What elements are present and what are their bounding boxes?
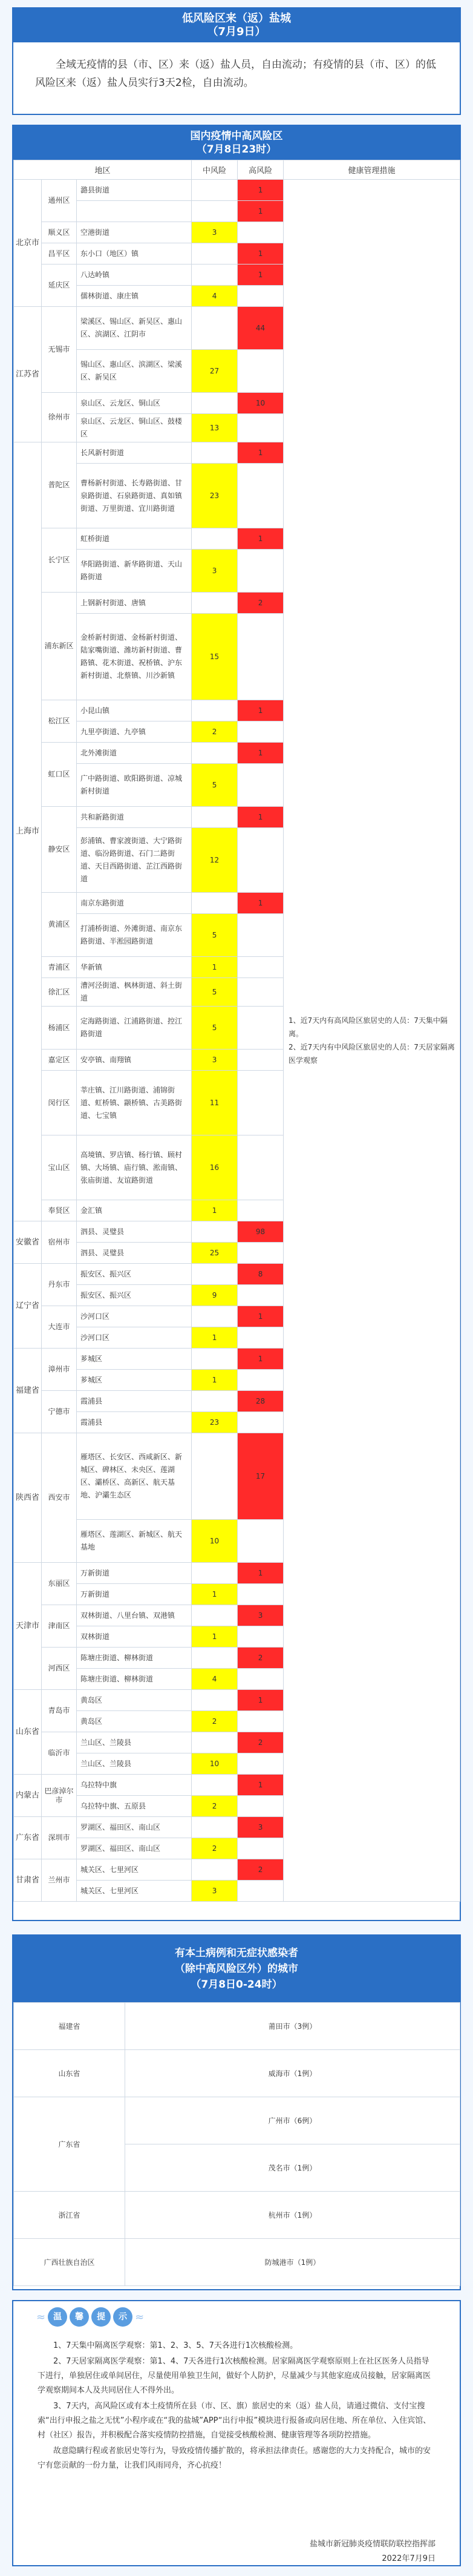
mid-risk-count xyxy=(192,264,238,286)
health-measure-note: 1、近7天内有高风险区旅居史的人员：7天集中隔离。 2、近7天内有中风险区旅居史的人员：7天居家隔离医学观察 xyxy=(284,180,460,1902)
high-risk-count xyxy=(238,1669,284,1690)
case-city-cell: 防城港市（1例） xyxy=(125,2239,460,2286)
district-cell: 梁溪区、锡山区、新吴区、惠山区、滨湖区、江阴市 xyxy=(77,307,192,350)
mid-risk-count: 1 xyxy=(192,1584,238,1605)
district-cell: 金桥新村街道、金杨新村街道、陆家嘴街道、潍坊新村街道、曹路镇、花木街道、祝桥镇、沪东新村街道、北蔡镇、川沙新镇 xyxy=(77,614,192,700)
high-risk-count xyxy=(238,550,284,593)
district-cell: 锡山区、惠山区、滨湖区、梁溪区、新吴区 xyxy=(77,350,192,393)
city-cell: 宿州市 xyxy=(42,1221,77,1264)
district-cell: 安亭镇、南翔镇 xyxy=(77,1050,192,1071)
header-area: 地区 xyxy=(14,160,192,180)
header-mid: 中风险 xyxy=(192,160,238,180)
mid-risk-count: 5 xyxy=(192,978,238,1007)
district-cell: 黄岛区 xyxy=(77,1690,192,1711)
high-risk-count: 2 xyxy=(238,1648,284,1669)
district-cell: 八达岭镇 xyxy=(77,264,192,286)
district-cell: 华阳路街道、新华路街道、天山路街道 xyxy=(77,550,192,593)
city-cell: 静安区 xyxy=(42,807,77,893)
mid-risk-count xyxy=(192,1732,238,1753)
case-cities-header xyxy=(13,1936,460,2002)
city-cell: 东丽区 xyxy=(42,1563,77,1605)
high-risk-count: 2 xyxy=(238,593,284,614)
header-measure: 健康管理措施 xyxy=(284,160,460,180)
district-cell: 陈塘庄街道、柳林街道 xyxy=(77,1648,192,1669)
risk-area-header xyxy=(13,126,460,160)
tip-paragraph: 1、7天集中隔离医学观察：第1、2、3、5、7天各进行1次核酸检测。 xyxy=(53,2341,298,2350)
high-risk-count: 10 xyxy=(238,393,284,414)
tip-paragraph: 3、7天内，高风险区或有本土疫情所在县（市、区、旗）旅居史的来（返）盐人员，请通过微信、支付宝搜索“出行申报之盐之无忧”小程序或在“我的盐城”APP“出行申报”模块进行报备或向居住地、所在单位、入住宾馆、村（社区）报告，并积极配合落实疫情防控措施，自觉接受核酸检测、健康管理等各项防控措施。 xyxy=(38,2402,431,2440)
mid-risk-count: 23 xyxy=(192,464,238,528)
mid-risk-count: 1 xyxy=(192,1370,238,1391)
tips-body xyxy=(38,2339,437,2474)
district-cell: 罗湖区、福田区、南山区 xyxy=(77,1817,192,1838)
district-cell: 振安区、振兴区 xyxy=(77,1285,192,1306)
district-cell: 虹桥街道 xyxy=(77,528,192,550)
high-risk-count xyxy=(238,1520,284,1563)
mid-risk-count xyxy=(192,1391,238,1412)
city-cell: 通州区 xyxy=(42,180,77,222)
mid-risk-count xyxy=(192,1859,238,1881)
high-risk-count xyxy=(238,1135,284,1200)
mid-risk-count xyxy=(192,1775,238,1796)
mid-risk-count xyxy=(192,307,238,350)
high-risk-count: 1 xyxy=(238,743,284,764)
high-risk-count xyxy=(238,764,284,807)
city-cell: 西安市 xyxy=(42,1433,77,1563)
mid-risk-count xyxy=(192,1690,238,1711)
high-risk-count xyxy=(238,1753,284,1775)
city-cell: 昌平区 xyxy=(42,243,77,264)
high-risk-count xyxy=(238,1626,284,1648)
city-cell: 闵行区 xyxy=(42,1071,77,1135)
city-cell: 长宁区 xyxy=(42,528,77,593)
tip-paragraph: 故意隐瞒行程或者旅居史等行为，导致疫情传播扩散的，将承担法律责任。感谢您的大力支持配合，城市的安宁有您贡献的一份力量，让我们风雨同舟，齐心抗疫！ xyxy=(38,2446,431,2470)
district-cell: 沙河口区 xyxy=(77,1306,192,1327)
city-cell: 津南区 xyxy=(42,1605,77,1648)
case-city-cell: 广州市（6例） xyxy=(125,2097,460,2144)
case-province-cell: 广东省 xyxy=(14,2097,125,2192)
high-risk-count: 1 xyxy=(238,201,284,222)
high-risk-count: 1 xyxy=(238,180,284,201)
high-risk-count: 44 xyxy=(238,307,284,350)
district-cell: 泗县、灵璧县 xyxy=(77,1221,192,1243)
tips-char: 馨 xyxy=(70,2307,89,2327)
city-cell: 巴彦淖尔市 xyxy=(42,1775,77,1817)
high-risk-count: 1 xyxy=(238,1306,284,1327)
case-city-cell: 莆田市（3例） xyxy=(125,2003,460,2050)
province-cell: 内蒙古 xyxy=(14,1775,42,1817)
issuer: 盐城市新冠肺炎疫情联防联控指挥部 xyxy=(309,2540,435,2549)
mid-risk-count: 2 xyxy=(192,1796,238,1817)
city-cell: 黄浦区 xyxy=(42,893,77,957)
mid-risk-count: 4 xyxy=(192,286,238,307)
district-cell: 漕河泾街道、枫林街道、斜土街道 xyxy=(77,978,192,1007)
city-cell: 漳州市 xyxy=(42,1349,77,1391)
district-cell: 霞浦县 xyxy=(77,1412,192,1433)
district-cell: 双林街道 xyxy=(77,1626,192,1648)
district-cell: 振安区、振兴区 xyxy=(77,1264,192,1285)
mid-risk-count: 3 xyxy=(192,1050,238,1071)
district-cell: 北外滩街道 xyxy=(77,743,192,764)
district-cell: 雁塔区、长安区、西咸新区、新城区、碑林区、未央区、莲湖区、灞桥区、高新区、航天基地、沪灞生态区 xyxy=(77,1433,192,1520)
case-cities-title-1: 有本土病例和无症状感染者 xyxy=(175,1947,298,1959)
case-city-row xyxy=(14,2050,460,2097)
city-cell: 青浦区 xyxy=(42,957,77,978)
low-risk-date: （7月9日） xyxy=(207,25,266,38)
district-cell: 共和新路街道 xyxy=(77,807,192,828)
tip-paragraph: 2、7天居家隔离医学观察：第1、4、7天各进行1次核酸检测。居家隔离医学观察原则上在社区医务人员指导下进行，单独居住或单间居住，尽量使用单独卫生间，做好个人防护，尽量减少与其他家庭成员接触，居家隔离医学观察期间本人及共同居住人不得外出。 xyxy=(38,2357,431,2395)
high-risk-count: 8 xyxy=(238,1264,284,1285)
high-risk-count: 1 xyxy=(238,1775,284,1796)
high-risk-count xyxy=(238,978,284,1007)
province-cell: 上海市 xyxy=(14,442,42,1221)
district-cell: 霞浦县 xyxy=(77,1391,192,1412)
district-cell: 空港街道 xyxy=(77,222,192,243)
mid-risk-count: 5 xyxy=(192,764,238,807)
city-cell: 延庆区 xyxy=(42,264,77,307)
district-cell: 东小口（地区）镇 xyxy=(77,243,192,264)
high-risk-count: 1 xyxy=(238,264,284,286)
province-cell: 北京市 xyxy=(14,180,42,307)
high-risk-count xyxy=(238,1007,284,1050)
city-cell: 兰州市 xyxy=(42,1859,77,1902)
district-cell: 南京东路街道 xyxy=(77,893,192,914)
high-risk-count: 1 xyxy=(238,893,284,914)
high-risk-count: 1 xyxy=(238,442,284,464)
district-cell: 泉山区、云龙区、铜山区、鼓楼区 xyxy=(77,414,192,442)
case-province-cell: 广西壮族自治区 xyxy=(14,2239,125,2286)
district-cell: 泗县、灵璧县 xyxy=(77,1243,192,1264)
district-cell: 金汇镇 xyxy=(77,1200,192,1221)
district-cell: 乌拉特中旗 xyxy=(77,1775,192,1796)
mid-risk-count: 10 xyxy=(192,1520,238,1563)
mid-risk-count: 27 xyxy=(192,350,238,393)
city-cell: 松江区 xyxy=(42,700,77,743)
district-cell: 儒林街道、康庄镇 xyxy=(77,286,192,307)
mid-risk-count: 1 xyxy=(192,1626,238,1648)
mid-risk-count xyxy=(192,807,238,828)
case-province-cell: 浙江省 xyxy=(14,2192,125,2239)
district-cell: 长风新村街道 xyxy=(77,442,192,464)
district-cell: 定海路街道、江浦路街道、控江路街道 xyxy=(77,1007,192,1050)
case-province-cell: 山东省 xyxy=(14,2050,125,2097)
city-cell: 浦东新区 xyxy=(42,593,77,700)
province-cell: 辽宁省 xyxy=(14,1264,42,1349)
risk-area-card xyxy=(12,125,461,1921)
mid-risk-count: 1 xyxy=(192,957,238,978)
mid-risk-count: 11 xyxy=(192,1071,238,1135)
district-cell: 广中路街道、欧阳路街道、凉城新村街道 xyxy=(77,764,192,807)
high-risk-count xyxy=(238,1412,284,1433)
district-cell xyxy=(77,201,192,222)
mid-risk-count: 3 xyxy=(192,222,238,243)
high-risk-count: 1 xyxy=(238,243,284,264)
high-risk-count: 2 xyxy=(238,1859,284,1881)
city-cell: 杨浦区 xyxy=(42,1007,77,1050)
city-cell: 青岛市 xyxy=(42,1690,77,1732)
mid-risk-count: 23 xyxy=(192,1412,238,1433)
mid-risk-count xyxy=(192,180,238,201)
district-cell: 芗城区 xyxy=(77,1370,192,1391)
mid-risk-count: 2 xyxy=(192,721,238,743)
case-cities-title-3: （7月8日0-24时） xyxy=(191,1979,282,1991)
mid-risk-count xyxy=(192,700,238,721)
district-cell: 雁塔区、莲湖区、新城区、航天基地 xyxy=(77,1520,192,1563)
high-risk-count: 17 xyxy=(238,1433,284,1520)
city-cell: 临沂市 xyxy=(42,1732,77,1775)
risk-area-date: （7月8日23时） xyxy=(196,143,277,156)
case-city-row xyxy=(14,2192,460,2239)
district-cell: 沙河口区 xyxy=(77,1327,192,1349)
mid-risk-count xyxy=(192,743,238,764)
high-risk-count xyxy=(238,914,284,957)
mid-risk-count xyxy=(192,1817,238,1838)
high-risk-count xyxy=(238,414,284,442)
mid-risk-count: 3 xyxy=(192,550,238,593)
high-risk-count: 1 xyxy=(238,807,284,828)
low-risk-text: 全域无疫情的县（市、区）来（返）盐人员，自由流动；有疫情的县（市、区）的低风险区来（返）盐人员实行3天2检，自由流动。 xyxy=(35,59,436,89)
mid-risk-count xyxy=(192,1349,238,1370)
wave-icon: ≈ xyxy=(36,2310,46,2324)
district-cell: 小昆山镇 xyxy=(77,700,192,721)
high-risk-count xyxy=(238,721,284,743)
province-cell: 山东省 xyxy=(14,1690,42,1775)
high-risk-count: 1 xyxy=(238,1563,284,1584)
mid-risk-count xyxy=(192,1563,238,1584)
mid-risk-count xyxy=(192,1648,238,1669)
case-city-row xyxy=(14,2239,460,2286)
city-cell: 普陀区 xyxy=(42,442,77,528)
case-cities-card xyxy=(12,1934,461,2290)
mid-risk-count: 12 xyxy=(192,828,238,893)
case-city-row xyxy=(14,2097,460,2144)
district-cell: 华新镇 xyxy=(77,957,192,978)
mid-risk-count: 10 xyxy=(192,1753,238,1775)
case-city-row xyxy=(14,2003,460,2050)
mid-risk-count: 1 xyxy=(192,1200,238,1221)
district-cell: 兰山区、兰陵县 xyxy=(77,1732,192,1753)
case-city-cell: 威海市（1例） xyxy=(125,2050,460,2097)
district-cell: 城关区、七里河区 xyxy=(77,1881,192,1902)
mid-risk-count xyxy=(192,893,238,914)
high-risk-count xyxy=(238,1838,284,1859)
high-risk-count: 3 xyxy=(238,1817,284,1838)
district-cell: 潞县街道 xyxy=(77,180,192,201)
province-cell: 天津市 xyxy=(14,1563,42,1690)
high-risk-count xyxy=(238,1327,284,1349)
district-cell: 双林街道、八里台镇、双港镇 xyxy=(77,1605,192,1626)
city-cell: 无锡市 xyxy=(42,307,77,393)
district-cell: 黄岛区 xyxy=(77,1711,192,1732)
mid-risk-count: 16 xyxy=(192,1135,238,1200)
high-risk-count: 3 xyxy=(238,1605,284,1626)
district-cell: 陈塘庄街道、柳林街道 xyxy=(77,1669,192,1690)
district-cell: 高境镇、罗店镇、杨行镇、顾村镇、大场镇、庙行镇、淞南镇、张庙街道、友谊路街道 xyxy=(77,1135,192,1200)
city-cell: 顺义区 xyxy=(42,222,77,243)
district-cell: 兰山区、兰陵县 xyxy=(77,1753,192,1775)
mid-risk-count xyxy=(192,1605,238,1626)
mid-risk-count: 5 xyxy=(192,914,238,957)
case-city-cell: 茂名市（1例） xyxy=(125,2144,460,2192)
city-cell: 宝山区 xyxy=(42,1135,77,1200)
province-cell: 安徽省 xyxy=(14,1221,42,1264)
mid-risk-count xyxy=(192,593,238,614)
mid-risk-count xyxy=(192,1433,238,1520)
district-cell: 罗湖区、福田区、南山区 xyxy=(77,1838,192,1859)
mid-risk-count: 5 xyxy=(192,1007,238,1050)
high-risk-count xyxy=(238,464,284,528)
province-cell: 广东省 xyxy=(14,1817,42,1859)
mid-risk-count: 1 xyxy=(192,1327,238,1349)
low-risk-header xyxy=(13,8,460,42)
high-risk-count: 98 xyxy=(238,1221,284,1243)
high-risk-count xyxy=(238,1711,284,1732)
city-cell: 徐州市 xyxy=(42,393,77,442)
high-risk-count: 28 xyxy=(238,1391,284,1412)
mid-risk-count xyxy=(192,243,238,264)
district-cell: 泉山区、云龙区、铜山区 xyxy=(77,393,192,414)
city-cell: 大连市 xyxy=(42,1306,77,1349)
mid-risk-count: 3 xyxy=(192,1881,238,1902)
high-risk-count xyxy=(238,1050,284,1071)
province-cell: 甘肃省 xyxy=(14,1859,42,1902)
high-risk-count xyxy=(238,1071,284,1135)
header-high: 高风险 xyxy=(238,160,284,180)
high-risk-count: 1 xyxy=(238,700,284,721)
mid-risk-count: 15 xyxy=(192,614,238,700)
high-risk-count xyxy=(238,1200,284,1221)
risk-area-table xyxy=(13,160,460,1902)
high-risk-count: 1 xyxy=(238,1349,284,1370)
mid-risk-count xyxy=(192,528,238,550)
district-cell: 城关区、七里河区 xyxy=(77,1859,192,1881)
mid-risk-count xyxy=(192,201,238,222)
case-cities-title-2: （除中高风险区外）的城市 xyxy=(175,1963,298,1975)
district-cell: 乌拉特中旗、五原县 xyxy=(77,1796,192,1817)
city-cell: 宁德市 xyxy=(42,1391,77,1433)
mid-risk-count: 25 xyxy=(192,1243,238,1264)
mid-risk-count xyxy=(192,393,238,414)
signature xyxy=(310,2537,435,2566)
mid-risk-count xyxy=(192,1221,238,1243)
city-cell: 河西区 xyxy=(42,1648,77,1690)
mid-risk-count: 2 xyxy=(192,1711,238,1732)
high-risk-count xyxy=(238,1243,284,1264)
mid-risk-count xyxy=(192,1264,238,1285)
high-risk-count xyxy=(238,828,284,893)
city-cell: 嘉定区 xyxy=(42,1050,77,1071)
district-cell: 莘庄镇、江川路街道、浦锦街道、虹桥镇、颛桥镇、古美路街道、七宝镇 xyxy=(77,1071,192,1135)
tips-heading xyxy=(36,2307,144,2327)
district-cell: 万新街道 xyxy=(77,1584,192,1605)
district-cell: 打浦桥街道、外滩街道、南京东路街道、半淞园路街道 xyxy=(77,914,192,957)
high-risk-count: 2 xyxy=(238,1732,284,1753)
case-province-cell: 福建省 xyxy=(14,2003,125,2050)
high-risk-count xyxy=(238,1370,284,1391)
case-cities-table xyxy=(13,2002,460,2286)
city-cell: 丹东市 xyxy=(42,1264,77,1306)
city-cell: 奉贤区 xyxy=(42,1200,77,1221)
province-cell: 江苏省 xyxy=(14,307,42,442)
district-cell: 彭浦镇、曹家渡街道、大宁路街道、临汾路街道、石门二路街道、天目西路街道、芷江西路街道 xyxy=(77,828,192,893)
high-risk-count xyxy=(238,614,284,700)
low-risk-title: 低风险区来（返）盐城 xyxy=(182,12,291,25)
tips-char: 示 xyxy=(113,2307,132,2327)
district-cell: 万新街道 xyxy=(77,1563,192,1584)
tips-char: 温 xyxy=(48,2307,67,2327)
low-risk-card xyxy=(12,7,461,115)
tips-char: 提 xyxy=(91,2307,111,2327)
city-cell: 虹口区 xyxy=(42,743,77,807)
high-risk-count xyxy=(238,222,284,243)
district-cell: 九里亭街道、九亭镇 xyxy=(77,721,192,743)
high-risk-count xyxy=(238,1796,284,1817)
case-city-cell: 杭州市（1例） xyxy=(125,2192,460,2239)
risk-area-title: 国内疫情中高风险区 xyxy=(190,130,283,142)
tips-card xyxy=(12,2300,461,2566)
risk-row xyxy=(14,180,460,201)
mid-risk-count: 2 xyxy=(192,1838,238,1859)
mid-risk-count xyxy=(192,1306,238,1327)
high-risk-count xyxy=(238,1285,284,1306)
high-risk-count xyxy=(238,286,284,307)
province-cell: 福建省 xyxy=(14,1349,42,1433)
province-cell: 陕西省 xyxy=(14,1433,42,1563)
high-risk-count xyxy=(238,350,284,393)
high-risk-count xyxy=(238,957,284,978)
city-cell: 徐汇区 xyxy=(42,978,77,1007)
high-risk-count: 1 xyxy=(238,528,284,550)
issue-date: 2022年7月9日 xyxy=(382,2554,435,2563)
mid-risk-count xyxy=(192,442,238,464)
high-risk-count: 1 xyxy=(238,1690,284,1711)
mid-risk-count: 9 xyxy=(192,1285,238,1306)
high-risk-count xyxy=(238,1881,284,1902)
high-risk-count xyxy=(238,1584,284,1605)
mid-risk-count: 4 xyxy=(192,1669,238,1690)
district-cell: 曹杨新村街道、长寿路街道、甘泉路街道、石泉路街道、真如镇街道、万里街道、宜川路街道 xyxy=(77,464,192,528)
district-cell: 芗城区 xyxy=(77,1349,192,1370)
mid-risk-count: 13 xyxy=(192,414,238,442)
wave-icon: ≈ xyxy=(135,2310,145,2324)
city-cell: 深圳市 xyxy=(42,1817,77,1859)
district-cell: 上钢新村街道、唐镇 xyxy=(77,593,192,614)
